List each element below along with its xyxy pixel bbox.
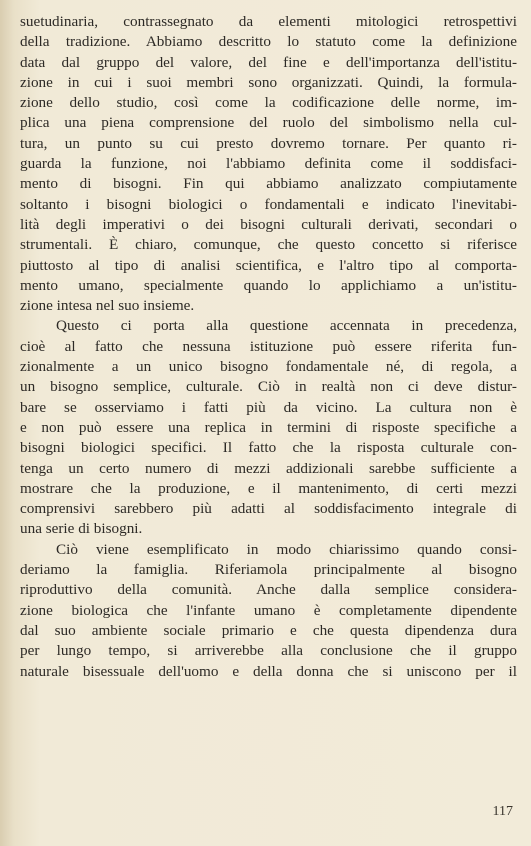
- text-line: mostrare che la produzione, e il mantenimento, di certi mezzi: [20, 479, 517, 497]
- text-line: zione biologica che l'infante umano è completamente dipendente: [20, 601, 517, 619]
- text-line: zione intesa nel suo insieme.: [20, 297, 195, 315]
- paragraph: [20, 540, 517, 682]
- text-line: suetudinaria, contrassegnato da elementi mitologici retrospettivi: [20, 13, 517, 30]
- text-line: cioè al fatto che nessuna istituzione può essere riferita fun-: [20, 337, 517, 355]
- paragraph: [20, 316, 517, 539]
- text-line: riproduttivo della comunità. Anche dalla semplice considera-: [20, 581, 517, 599]
- paragraph: [20, 12, 517, 316]
- text-line: data dal gruppo del valore, del fine e dell'importanza dell'istitu-: [20, 53, 517, 71]
- text-line: tenga un certo numero di mezzi addizionali sarebbe sufficiente a: [20, 459, 517, 477]
- text-line: tura, un punto su cui presto dovremo tornare. Per quanto ri-: [20, 134, 517, 152]
- text-line: della tradizione. Abbiamo descritto lo statuto come la definizione: [20, 33, 517, 51]
- text-line: bisogni biologici specifici. Il fatto che la risposta culturale con-: [20, 439, 517, 457]
- text-line: per lungo tempo, si arriverebbe alla conclusione che il gruppo: [20, 642, 517, 660]
- text-line: Questo ci porta alla questione accennata in precedenza,: [56, 317, 517, 335]
- text-line: un bisogno semplice, culturale. Ciò in realtà non ci deve distur-: [20, 378, 517, 396]
- text-line: deriamo la famiglia. Riferiamola principalmente al bisogno: [20, 561, 517, 579]
- text-line: zione dello studio, così come la codificazione delle norme, im-: [20, 94, 517, 112]
- text-line: e non può essere una replica in termini di risposte specifiche a: [20, 418, 517, 436]
- text-line: zione in cui i suoi membri sono organizzati. Quindi, la formula-: [20, 73, 517, 91]
- page-number: 117: [492, 804, 513, 819]
- text-line: comprensivi sarebbero più adatti al soddisfacimento integrale di: [20, 500, 517, 518]
- text-line: guarda la funzione, noi l'abbiamo definita come il soddisfaci-: [20, 155, 517, 173]
- body-text: [20, 12, 517, 682]
- text-line: mento di bisogni. Fin qui abbiamo analizzato compiutamente: [20, 175, 517, 193]
- text-line: lità degli imperativi o dei bisogni culturali derivati, secondari o: [20, 215, 517, 233]
- text-line: naturale bisessuale dell'uomo e della donna che si uniscono per il: [20, 662, 517, 680]
- text-line: zionalmente a un unico bisogno fondamentale né, di regola, a: [20, 358, 517, 376]
- text-line: mento umano, specialmente quando lo applichiamo a un'istitu-: [20, 276, 517, 294]
- text-line: una serie di bisogni.: [20, 520, 143, 538]
- text-line: dal suo ambiente sociale primario e che questa dipendenza dura: [20, 621, 517, 639]
- text-line: piuttosto al tipo di analisi scientifica, e l'altro tipo al comporta-: [20, 256, 517, 274]
- text-line: strumentali. È chiaro, comunque, che questo concetto si riferisce: [20, 236, 517, 254]
- text-line: plica una piena comprensione del ruolo del simbolismo nella cul-: [20, 114, 517, 132]
- text-line: soltanto i bisogni biologici o fondamentali e indicato l'inevitabi-: [20, 195, 517, 213]
- text-line: bare se osserviamo i fatti più da vicino. La cultura non è: [20, 398, 517, 416]
- text-line: Ciò viene esemplificato in modo chiarissimo quando consi-: [56, 540, 517, 558]
